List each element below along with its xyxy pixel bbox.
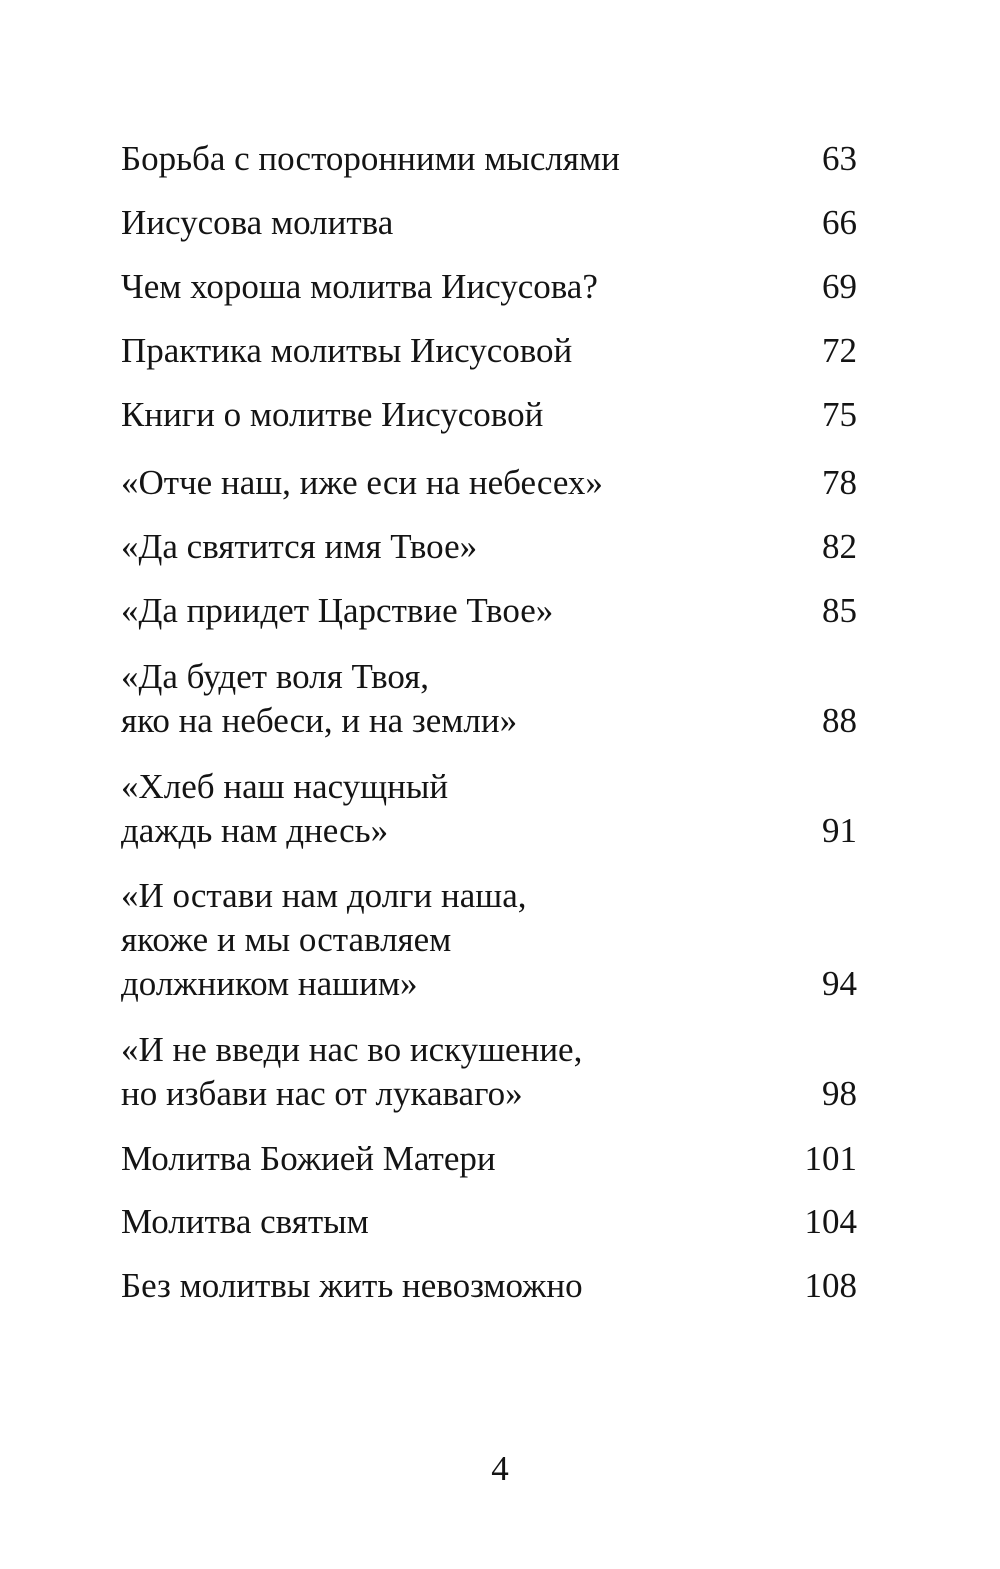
toc-entry bbox=[121, 589, 857, 633]
toc-entry bbox=[121, 874, 857, 1006]
folio-page-number: 4 bbox=[491, 1449, 509, 1488]
toc-entry bbox=[121, 329, 857, 373]
toc-entry-title-line: «Отче наш, иже еси на небесех» bbox=[121, 463, 603, 502]
toc-entry bbox=[121, 1028, 857, 1116]
toc-entry-title bbox=[121, 461, 721, 505]
toc-entry bbox=[121, 137, 857, 181]
toc-entry-title-line: Без молитвы жить невозможно bbox=[121, 1266, 583, 1305]
toc-entry-page-number: 63 bbox=[822, 139, 857, 178]
toc-entry-page-number: 88 bbox=[822, 701, 857, 740]
toc-entry-page-number: 91 bbox=[822, 811, 857, 850]
toc-entry-title-line: Иисусова молитва bbox=[121, 203, 394, 242]
toc-entry-title-line: Практика молитвы Иисусовой bbox=[121, 331, 573, 370]
toc-entry bbox=[121, 1200, 857, 1244]
toc-entry-title-line: «И не введи нас во искушение, bbox=[121, 1030, 583, 1069]
toc-entry bbox=[121, 265, 857, 309]
toc-entry-title-line: «Да святится имя Твое» bbox=[121, 527, 478, 566]
toc-entry-page-number: 72 bbox=[822, 331, 857, 370]
toc-entry-page-number: 101 bbox=[804, 1139, 857, 1178]
toc-entry-title bbox=[121, 265, 721, 309]
toc-entry-title-line: «Да будет воля Твоя, bbox=[121, 657, 430, 696]
toc-entry bbox=[121, 655, 857, 743]
toc-entry-title bbox=[121, 1264, 721, 1308]
toc-entry-title-line: яко на небеси, и на земли» bbox=[121, 701, 518, 740]
toc-entry-title-line: «Хлеб наш насущный bbox=[121, 767, 449, 806]
toc-entry-title-line: Молитва святым bbox=[121, 1202, 369, 1241]
toc-entry-title-line: даждь нам днесь» bbox=[121, 811, 389, 850]
toc-entry-title bbox=[121, 589, 721, 633]
toc-entry-title-line: но избави нас от лукаваго» bbox=[121, 1074, 523, 1113]
toc-entry-page-number: 82 bbox=[822, 527, 857, 566]
toc-entry-title bbox=[121, 137, 721, 181]
toc-entry-title bbox=[121, 1137, 721, 1181]
toc-entry-title-line: «И остави нам долги наша, bbox=[121, 876, 527, 915]
toc-entry-page-number: 98 bbox=[822, 1074, 857, 1113]
toc-entry bbox=[121, 525, 857, 569]
toc-entry-title bbox=[121, 874, 721, 1006]
toc-entry bbox=[121, 201, 857, 245]
toc-entry-page-number: 85 bbox=[822, 591, 857, 630]
toc-entry-title-line: Молитва Божией Матери bbox=[121, 1139, 496, 1178]
toc-entry-title bbox=[121, 1200, 721, 1244]
toc-entry-title-line: Книги о молитве Иисусовой bbox=[121, 395, 544, 434]
toc-entry-page-number: 104 bbox=[804, 1202, 857, 1241]
toc-entry-title bbox=[121, 1028, 721, 1116]
toc-entry bbox=[121, 1264, 857, 1308]
toc-entry-title bbox=[121, 393, 721, 437]
toc-entry-page-number: 66 bbox=[822, 203, 857, 242]
toc-entry-title bbox=[121, 655, 721, 743]
toc-entry-page-number: 108 bbox=[804, 1266, 857, 1305]
toc-entry bbox=[121, 393, 857, 437]
toc-entry-title-line: якоже и мы оставляем bbox=[121, 920, 452, 959]
toc-entry-page-number: 78 bbox=[822, 463, 857, 502]
toc-entry bbox=[121, 765, 857, 853]
toc-entry-page-number: 94 bbox=[822, 964, 857, 1003]
toc-entry bbox=[121, 1137, 857, 1181]
toc-entry-title-line: должником нашим» bbox=[121, 964, 418, 1003]
toc-entry-title bbox=[121, 765, 721, 853]
toc-entry-title-line: Борьба с посторонними мыслями bbox=[121, 139, 620, 178]
toc-entry-title bbox=[121, 201, 721, 245]
toc-entry-title bbox=[121, 329, 721, 373]
toc-entry-page-number: 75 bbox=[822, 395, 857, 434]
toc-entry bbox=[121, 461, 857, 505]
toc-entry-title-line: Чем хороша молитва Иисусова? bbox=[121, 267, 598, 306]
toc-entry-title-line: «Да приидет Царствие Твое» bbox=[121, 591, 554, 630]
toc-entry-title bbox=[121, 525, 721, 569]
toc-entry-page-number: 69 bbox=[822, 267, 857, 306]
